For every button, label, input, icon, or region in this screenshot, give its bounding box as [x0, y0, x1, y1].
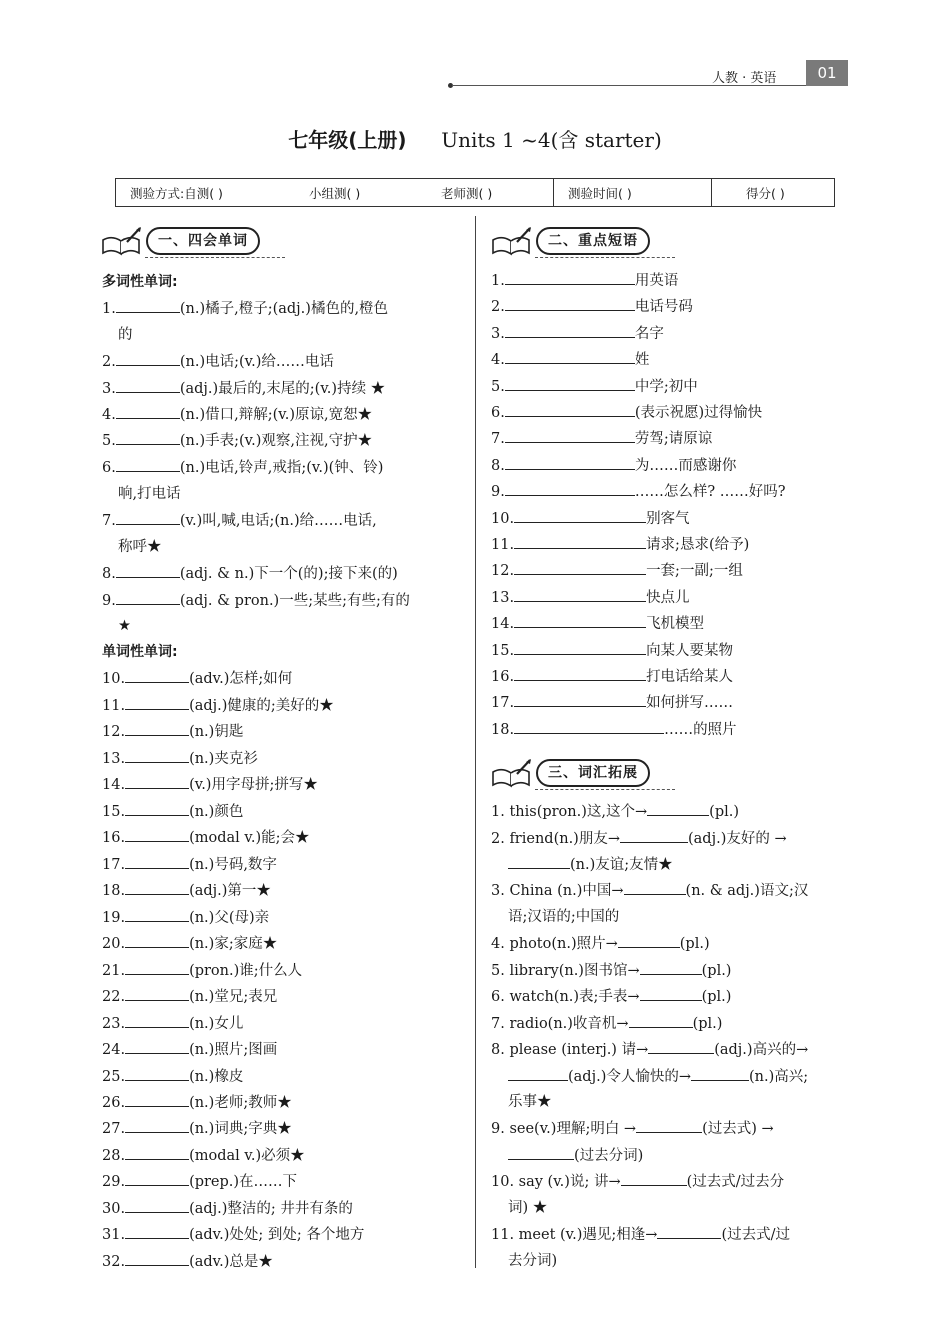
word-item — [102, 1145, 305, 1166]
section1-title: 一、四会单词 — [146, 227, 260, 255]
expansion-item — [508, 854, 673, 875]
answer-blank[interactable] — [125, 721, 189, 736]
answer-blank[interactable] — [125, 1251, 189, 1266]
word-item — [102, 960, 302, 981]
word-item — [102, 351, 334, 372]
item-text: 中学;初中 — [634, 378, 698, 395]
item-number: 1. — [491, 273, 505, 289]
answer-blank[interactable] — [125, 880, 189, 895]
answer-blank[interactable] — [116, 378, 180, 393]
answer-blank[interactable] — [514, 587, 646, 602]
answer-blank[interactable] — [636, 1118, 702, 1133]
item-number: 25. — [102, 1069, 126, 1085]
word-item — [102, 1198, 353, 1219]
item-text: 为……而感谢你 — [634, 457, 737, 474]
item-text: 用英语 — [634, 273, 679, 289]
item-number: 11. — [491, 537, 515, 553]
item-number: 31. — [102, 1227, 126, 1243]
item-number: 5. — [102, 433, 116, 449]
item-text: 名字 — [634, 325, 664, 342]
section2-title: 二、重点短语 — [536, 227, 650, 255]
header-subject: 人教 · 英语 — [712, 71, 777, 86]
item-text: (过去式) → — [702, 1121, 774, 1137]
item-text: (n.)电话,铃声,戒指;(v.)(钟、铃) — [179, 460, 384, 476]
item-number: 16. — [491, 669, 515, 685]
answer-blank[interactable] — [125, 986, 189, 1001]
item-number: 5. — [491, 378, 505, 395]
item-text: (n.)老师;教师★ — [189, 1095, 292, 1111]
answer-blank[interactable] — [125, 933, 189, 948]
item-text: (n.)堂兄;表兄 — [189, 989, 278, 1005]
answer-blank[interactable] — [514, 692, 646, 707]
item-number: 32. — [102, 1254, 126, 1270]
expansion-item — [491, 828, 787, 849]
item-number: 8. — [491, 457, 505, 474]
expansion-item — [508, 1066, 808, 1087]
item-number: 16. — [102, 830, 126, 846]
column-divider — [475, 216, 476, 1268]
item-text: 请求;恳求(给予) — [646, 537, 750, 553]
answer-blank[interactable] — [125, 1171, 189, 1186]
item-text: 4. photo(n.)照片→ — [491, 936, 618, 952]
book-pen-icon — [490, 758, 534, 788]
item-text: (adj. & pron.)一些;某些;有些;有的 — [179, 593, 410, 609]
word-item — [102, 854, 277, 875]
item-number: 8. — [102, 566, 116, 582]
item-text: (pl.) — [709, 804, 739, 820]
item-number: 15. — [491, 642, 515, 659]
answer-blank[interactable] — [125, 1092, 189, 1107]
item-text: 8. please (interj.) 请→ — [491, 1042, 649, 1058]
word-item — [102, 668, 292, 689]
answer-blank[interactable] — [618, 933, 680, 948]
expansion-item — [491, 933, 710, 954]
word-item — [102, 695, 334, 716]
word-item — [102, 880, 271, 901]
item-text: (adj.)令人愉快的→ — [568, 1069, 691, 1085]
word-item — [102, 1224, 364, 1245]
answer-blank[interactable] — [505, 428, 635, 443]
item-number: 6. — [491, 405, 505, 421]
word-item — [102, 510, 377, 531]
answer-blank[interactable] — [620, 828, 688, 843]
item-number: 1. — [102, 301, 116, 317]
item-number: 20. — [102, 936, 126, 952]
word-item — [102, 430, 372, 451]
expansion-item — [491, 1013, 722, 1034]
item-number: 14. — [102, 777, 126, 793]
item-text: (n.)家;家庭★ — [189, 936, 278, 952]
item-text: (adv.)总是★ — [189, 1254, 273, 1270]
item-number: 2. — [102, 354, 116, 370]
word-item — [102, 1066, 243, 1087]
answer-blank[interactable] — [116, 563, 180, 578]
expansion-item — [508, 907, 619, 927]
word-item — [102, 563, 398, 584]
item-text: (adj.)友好的 → — [688, 831, 787, 847]
expansion-item — [508, 1251, 557, 1271]
test-score: 得分( ) — [711, 179, 834, 206]
item-text: (n.)照片;图画 — [189, 1042, 278, 1058]
section3-title: 三、词汇拓展 — [536, 759, 650, 787]
answer-blank[interactable] — [657, 1224, 721, 1239]
phrase-item — [491, 666, 733, 687]
answer-blank[interactable] — [125, 748, 189, 763]
item-number: 12. — [102, 724, 126, 740]
answer-blank[interactable] — [116, 590, 180, 605]
item-text: 飞机模型 — [646, 616, 705, 633]
item-text: (adj.)健康的;美好的★ — [189, 698, 334, 714]
item-text: (n.)借口,辩解;(v.)原谅,宽恕★ — [179, 407, 373, 423]
item-number: 2. — [491, 299, 505, 316]
item-text: (n.)手表;(v.)观察,注视,守护★ — [179, 433, 373, 449]
page-title — [0, 124, 950, 153]
answer-blank[interactable] — [125, 1013, 189, 1028]
answer-blank[interactable] — [508, 1066, 568, 1081]
item-number: 14. — [491, 616, 515, 633]
phrase-item — [491, 402, 762, 423]
phrase-item — [491, 560, 743, 581]
phrase-item — [491, 323, 664, 344]
test-info-table — [115, 178, 835, 207]
item-text: (modal v.)能;会★ — [189, 830, 310, 846]
item-text: (n.)友谊;友情★ — [570, 857, 673, 873]
answer-blank[interactable] — [514, 640, 646, 655]
answer-blank[interactable] — [621, 1171, 687, 1186]
item-text: (n.)父(母)亲 — [189, 910, 270, 926]
answer-blank[interactable] — [514, 534, 646, 549]
answer-blank[interactable] — [116, 510, 180, 525]
answer-blank[interactable] — [125, 668, 189, 683]
item-number: 24. — [102, 1042, 126, 1058]
answer-blank[interactable] — [505, 481, 635, 496]
item-number: 13. — [102, 751, 126, 767]
book-pen-icon — [490, 226, 534, 256]
expansion-item — [508, 1092, 552, 1112]
item-number: 21. — [102, 963, 126, 979]
item-text: (adj. & n.)下一个(的);接下来(的) — [179, 566, 398, 582]
answer-blank[interactable] — [505, 296, 635, 311]
word-item — [102, 1039, 277, 1060]
item-text: 称呼★ — [118, 539, 162, 555]
item-text: ……怎么样? ……好吗? — [634, 484, 786, 501]
answer-blank[interactable] — [125, 774, 189, 789]
word-item — [118, 616, 131, 636]
answer-blank[interactable] — [116, 457, 180, 472]
page-number: 01 — [806, 60, 848, 86]
item-text: 响,打电话 — [118, 486, 181, 502]
answer-blank[interactable] — [125, 1145, 189, 1160]
item-text: (adj.)第一★ — [189, 883, 271, 899]
answer-blank[interactable] — [514, 666, 646, 681]
test-method-group: 小组测( ) — [309, 185, 361, 201]
item-text: (pl.) — [701, 989, 732, 1005]
item-text: 5. library(n.)图书馆→ — [491, 963, 640, 979]
answer-blank[interactable] — [508, 854, 570, 869]
test-method-teacher: 老师测( ) — [441, 185, 493, 201]
answer-blank[interactable] — [116, 351, 180, 366]
item-text: 语;汉语的;中国的 — [508, 909, 620, 925]
word-item — [102, 590, 410, 611]
expansion-item — [491, 801, 739, 822]
phrase-item — [491, 692, 733, 713]
word-item — [102, 1092, 292, 1113]
item-text: 乐事★ — [508, 1094, 552, 1110]
item-number: 10. — [491, 510, 515, 527]
answer-blank[interactable] — [514, 719, 664, 734]
item-number: 19. — [102, 910, 126, 926]
item-text: 1. this(pron.)这,这个→ — [491, 804, 648, 820]
expansion-item — [508, 1145, 643, 1166]
answer-blank[interactable] — [514, 560, 646, 575]
phrase-item — [491, 481, 786, 502]
subhead-multi: 多词性单词: — [102, 274, 178, 290]
word-item — [102, 801, 243, 822]
item-number: 12. — [491, 563, 515, 580]
item-number: 6. — [102, 460, 116, 476]
phrase-item — [491, 270, 678, 291]
answer-blank[interactable] — [648, 1039, 714, 1054]
item-number: 11. — [102, 698, 126, 714]
word-item — [102, 378, 385, 399]
phrase-item — [491, 455, 736, 476]
answer-blank[interactable] — [514, 613, 646, 628]
expansion-item — [491, 1118, 774, 1139]
word-item — [102, 1171, 297, 1192]
item-text: (v.)叫,喊,电话;(n.)给……电话, — [179, 513, 377, 529]
subhead-single: 单词性单词: — [102, 644, 178, 660]
item-text: (pl.) — [679, 936, 710, 952]
item-text: 11. meet (v.)遇见;相逢→ — [491, 1227, 658, 1243]
answer-blank[interactable] — [514, 508, 646, 523]
item-number: 30. — [102, 1201, 126, 1217]
title-en: Units 1 ~4(含 starter) — [441, 128, 662, 152]
item-text: 快点儿 — [646, 589, 690, 606]
word-item — [118, 537, 162, 557]
answer-blank[interactable] — [125, 1118, 189, 1133]
word-item — [102, 404, 372, 425]
item-text: 去分词) — [508, 1253, 558, 1269]
word-item — [118, 325, 133, 345]
phrase-item — [491, 534, 749, 555]
item-text: 电话号码 — [634, 299, 693, 316]
item-number: 29. — [102, 1174, 126, 1190]
item-text: 7. radio(n.)收音机→ — [491, 1016, 629, 1032]
item-text: (modal v.)必须★ — [189, 1148, 305, 1164]
item-text: (prep.)在……下 — [189, 1174, 298, 1190]
section2-heading — [490, 224, 650, 258]
item-text: (n.)夹克衫 — [189, 751, 258, 767]
item-text: 如何拼写…… — [646, 695, 734, 712]
word-item — [102, 774, 318, 795]
answer-blank[interactable] — [125, 801, 189, 816]
answer-blank[interactable] — [125, 854, 189, 869]
word-item — [102, 1013, 243, 1034]
phrase-item — [491, 640, 733, 661]
word-item — [102, 986, 277, 1007]
item-text: 3. China (n.)中国→ — [491, 883, 624, 899]
item-text: ……的照片 — [664, 721, 737, 738]
answer-blank[interactable] — [647, 801, 709, 816]
item-number: 4. — [491, 352, 505, 369]
item-text: 词) ★ — [508, 1200, 548, 1216]
item-text: 9. see(v.)理解;明白 → — [491, 1121, 637, 1137]
item-text: 姓 — [634, 352, 650, 369]
section2-underline — [535, 257, 675, 258]
book-pen-icon — [100, 226, 144, 256]
item-text: 一套;一副;一组 — [646, 563, 743, 580]
answer-blank[interactable] — [125, 1198, 189, 1213]
item-number: 7. — [102, 513, 116, 529]
expansion-item — [491, 1224, 790, 1245]
item-number: 15. — [102, 804, 126, 820]
answer-blank[interactable] — [505, 270, 635, 285]
expansion-item — [491, 880, 808, 901]
item-text: 10. say (v.)说; 讲→ — [491, 1174, 621, 1190]
item-text: 打电话给某人 — [646, 669, 734, 685]
item-text: (n.)橡皮 — [189, 1069, 244, 1085]
item-text: (v.)用字母拼;拼写★ — [189, 777, 318, 793]
item-number: 3. — [491, 325, 505, 342]
phrase-item — [491, 508, 690, 529]
item-text: (n.)号码,数字 — [189, 857, 277, 873]
item-text: (pl.) — [692, 1016, 723, 1032]
word-item — [102, 933, 277, 954]
item-text: (n.)高兴; — [749, 1069, 809, 1085]
item-text: 的 — [118, 327, 133, 343]
item-text: (adv.)处处; 到处; 各个地方 — [189, 1227, 365, 1243]
item-text: 别客气 — [646, 510, 690, 527]
answer-blank[interactable] — [624, 880, 686, 895]
word-item — [102, 1251, 273, 1272]
answer-blank[interactable] — [116, 298, 180, 313]
word-item — [102, 1118, 292, 1139]
item-text: (adj.)整洁的; 井井有条的 — [189, 1201, 353, 1217]
answer-blank[interactable] — [505, 323, 635, 338]
phrase-item — [491, 719, 737, 740]
expansion-item — [491, 1171, 784, 1192]
answer-blank[interactable] — [691, 1066, 749, 1081]
item-number: 17. — [102, 857, 126, 873]
phrase-item — [491, 613, 704, 634]
word-item — [102, 457, 383, 478]
answer-blank[interactable] — [640, 986, 702, 1001]
answer-blank[interactable] — [125, 960, 189, 975]
answer-blank[interactable] — [116, 404, 180, 419]
answer-blank[interactable] — [640, 960, 702, 975]
word-item — [102, 298, 388, 319]
item-text: (adv.)怎样;如何 — [189, 671, 293, 687]
item-text: (pron.)谁;什么人 — [189, 963, 303, 979]
item-number: 28. — [102, 1148, 126, 1164]
item-text: (pl.) — [701, 963, 732, 979]
item-number: 26. — [102, 1095, 126, 1111]
item-number: 27. — [102, 1121, 126, 1137]
item-number: 4. — [102, 407, 116, 423]
word-item — [102, 827, 310, 848]
item-text: (adj.)高兴的→ — [714, 1042, 809, 1058]
test-method-self: 测验方式:自测( ) — [130, 185, 223, 201]
item-text: (n.)颜色 — [189, 804, 244, 820]
phrase-item — [491, 587, 690, 608]
word-item — [102, 748, 258, 769]
answer-blank[interactable] — [505, 402, 635, 417]
item-text: (过去式/过 — [721, 1227, 790, 1243]
item-number: 17. — [491, 695, 515, 712]
item-text: 向某人要某物 — [646, 642, 734, 659]
expansion-item — [491, 1039, 808, 1060]
answer-blank[interactable] — [125, 1066, 189, 1081]
item-text: 2. friend(n.)朋友→ — [491, 831, 620, 847]
item-text: (n.)女儿 — [189, 1016, 244, 1032]
item-text: ★ — [118, 618, 131, 634]
answer-blank[interactable] — [505, 349, 635, 364]
section1-underline — [145, 257, 285, 258]
item-text: (过去分词) — [574, 1148, 644, 1164]
item-number: 7. — [491, 431, 505, 448]
answer-blank[interactable] — [505, 455, 635, 470]
item-number: 10. — [102, 671, 126, 687]
item-text: (过去式/过去分 — [686, 1174, 785, 1190]
expansion-item — [508, 1198, 547, 1218]
answer-blank[interactable] — [125, 907, 189, 922]
item-number: 9. — [491, 484, 505, 501]
word-item — [102, 907, 269, 928]
item-text: (n.)词典;字典★ — [189, 1121, 292, 1137]
word-item — [118, 484, 181, 504]
section1-heading — [100, 224, 260, 258]
answer-blank[interactable] — [505, 376, 635, 391]
phrase-item — [491, 296, 693, 317]
item-number: 13. — [491, 589, 515, 606]
phrase-item — [491, 349, 649, 370]
item-number: 18. — [102, 883, 126, 899]
answer-blank[interactable] — [508, 1145, 574, 1160]
answer-blank[interactable] — [116, 430, 180, 445]
word-item — [102, 721, 243, 742]
item-text: 劳驾;请原谅 — [634, 431, 713, 448]
item-text: (n.)钥匙 — [189, 724, 244, 740]
answer-blank[interactable] — [125, 695, 189, 710]
item-text: (adj.)最后的,末尾的;(v.)持续 ★ — [179, 381, 386, 397]
expansion-item — [491, 986, 731, 1007]
answer-blank[interactable] — [629, 1013, 693, 1028]
title-cn: 七年级(上册) — [288, 128, 407, 152]
phrase-item — [491, 376, 698, 397]
section3-underline — [535, 789, 675, 790]
phrase-item — [491, 428, 712, 449]
answer-blank[interactable] — [125, 1224, 189, 1239]
answer-blank[interactable] — [125, 1039, 189, 1054]
item-number: 9. — [102, 593, 116, 609]
item-text: (n.)橘子,橙子;(adj.)橘色的,橙色 — [179, 301, 389, 317]
test-time: 测验时间( ) — [553, 179, 711, 206]
item-number: 3. — [102, 381, 116, 397]
item-text: (表示祝愿)过得愉快 — [634, 405, 763, 421]
item-number: 22. — [102, 989, 126, 1005]
section3-heading — [490, 756, 650, 790]
item-number: 23. — [102, 1016, 126, 1032]
item-number: 18. — [491, 721, 515, 738]
answer-blank[interactable] — [125, 827, 189, 842]
item-text: (n.)电话;(v.)给……电话 — [179, 354, 334, 370]
item-text: 6. watch(n.)表;手表→ — [491, 989, 640, 1005]
item-text: (n. & adj.)语文;汉 — [685, 883, 809, 899]
expansion-item — [491, 960, 731, 981]
